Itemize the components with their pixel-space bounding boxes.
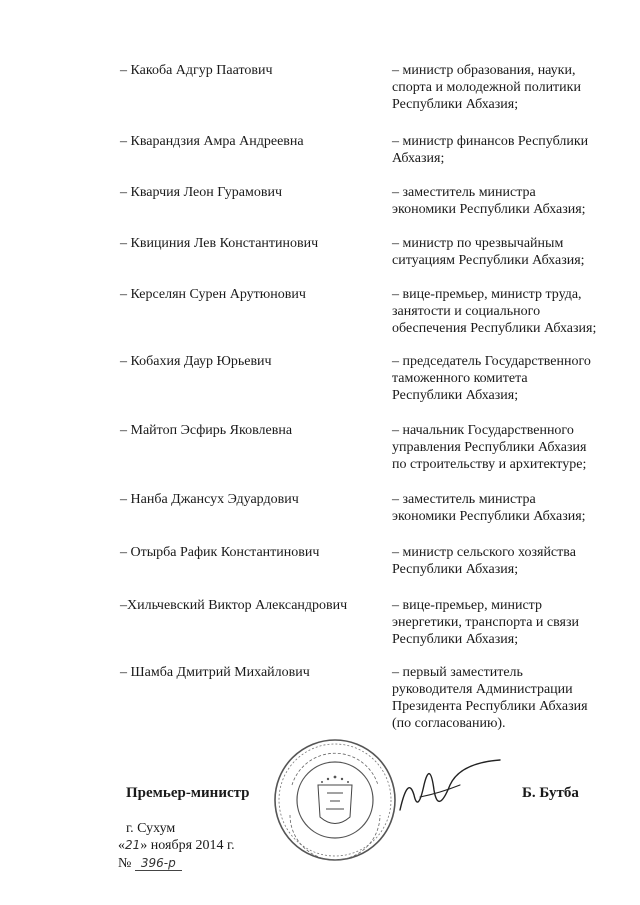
- role-line: управления Республики Абхазия: [392, 440, 587, 455]
- person-role: [392, 235, 622, 269]
- person-role: [392, 422, 622, 473]
- role-line: руководителя Администрации: [392, 682, 573, 697]
- role-line: таможенного комитета: [392, 371, 528, 386]
- role-line: – министр образования, науки,: [392, 63, 576, 78]
- role-line: – вице-премьер, министр: [392, 598, 542, 613]
- role-line: занятости и социального: [392, 304, 541, 319]
- person-name: – Керселян Сурен Арутюнович: [120, 287, 306, 302]
- role-line: – министр финансов Республики: [392, 134, 589, 149]
- seal-stamp-icon: [270, 735, 400, 865]
- date-open-quote: «: [118, 838, 125, 853]
- role-line: Республики Абхазия;: [392, 562, 519, 577]
- signatory-title: Премьер-министр: [126, 785, 250, 801]
- person-name: – Кобахия Даур Юрьевич: [120, 354, 272, 369]
- person-name: – Кварандзия Амра Андреевна: [120, 134, 304, 149]
- person-role: [392, 664, 622, 732]
- issue-date: [118, 837, 235, 854]
- person-name: – Нанба Джансух Эдуардович: [120, 492, 299, 507]
- role-line: – вице-премьер, министр труда,: [392, 287, 582, 302]
- role-line: Президента Республики Абхазия: [392, 699, 588, 714]
- person-role: [392, 597, 622, 648]
- date-day-handwritten: 21: [125, 838, 141, 852]
- role-line: – начальник Государственного: [392, 423, 574, 438]
- person-name: – Шамба Дмитрий Михайлович: [120, 665, 310, 680]
- person-role: [392, 62, 622, 113]
- role-line: (по согласованию).: [392, 716, 506, 731]
- person-role: [392, 184, 622, 218]
- role-line: энергетики, транспорта и связи: [392, 615, 580, 630]
- role-line: – заместитель министра: [392, 185, 536, 200]
- role-line: спорта и молодежной политики: [392, 80, 581, 95]
- issue-city: г. Сухум: [126, 821, 176, 836]
- order-number: [118, 855, 182, 872]
- role-line: – первый заместитель: [392, 665, 523, 680]
- role-line: по строительству и архитектуре;: [392, 457, 587, 472]
- role-line: – председатель Государственного: [392, 354, 591, 369]
- order-number-label: №: [118, 856, 132, 871]
- role-line: – заместитель министра: [392, 492, 536, 507]
- role-line: – министр по чрезвычайным: [392, 236, 564, 251]
- role-line: Абхазия;: [392, 151, 445, 166]
- person-name: – Какоба Адгур Паатович: [120, 63, 273, 78]
- person-name: –Хильчевский Виктор Александрович: [120, 598, 348, 613]
- person-role: [392, 544, 622, 578]
- signatory-name: Б. Бутба: [522, 785, 579, 801]
- role-line: экономики Республики Абхазия;: [392, 202, 586, 217]
- person-role: [392, 286, 622, 337]
- role-line: обеспечения Республики Абхазия;: [392, 321, 597, 336]
- person-name: – Майтоп Эсфирь Яковлевна: [120, 423, 293, 438]
- role-line: ситуациям Республики Абхазия;: [392, 253, 585, 268]
- person-name: – Квициния Лев Константинович: [120, 236, 319, 251]
- role-line: Республики Абхазия;: [392, 388, 519, 403]
- role-line: – министр сельского хозяйства: [392, 545, 576, 560]
- role-line: Республики Абхазия;: [392, 97, 519, 112]
- order-number-handwritten: 396-р: [135, 856, 182, 871]
- role-line: Республики Абхазия;: [392, 632, 519, 647]
- person-name: – Отырба Рафик Константинович: [120, 545, 320, 560]
- date-rest: » ноября 2014 г.: [140, 838, 235, 853]
- person-role: [392, 133, 622, 167]
- handwritten-signature: [390, 755, 510, 825]
- person-role: [392, 491, 622, 525]
- person-role: [392, 353, 622, 404]
- role-line: экономики Республики Абхазия;: [392, 509, 586, 524]
- person-name: – Кварчия Леон Гурамович: [120, 185, 282, 200]
